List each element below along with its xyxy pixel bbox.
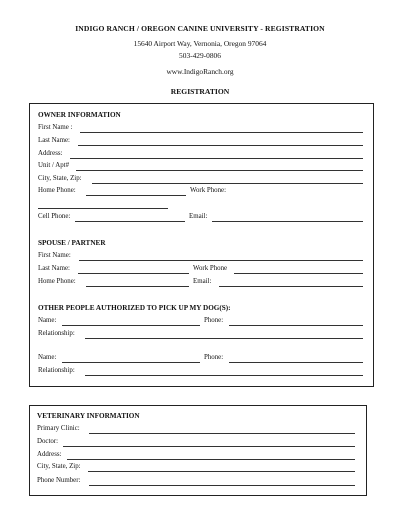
vet-heading: VETERINARY INFORMATION <box>37 412 140 420</box>
vet-address-label: Address: <box>37 451 62 458</box>
owner-unit-field[interactable] <box>76 170 363 171</box>
owner-first-name-label: First Name : <box>38 124 73 131</box>
owner-city-field[interactable] <box>92 183 363 184</box>
owner-email-field[interactable] <box>212 221 363 222</box>
spouse-last-name-label: Last Name: <box>38 265 70 272</box>
owner-email-label: Email: <box>189 213 208 220</box>
pickup-1-name-label: Name: <box>38 317 57 324</box>
pickup-2-name-label: Name: <box>38 354 57 361</box>
vet-phone-label: Phone Number: <box>37 477 81 484</box>
owner-cell-phone-label: Cell Phone: <box>38 213 71 220</box>
spouse-email-field[interactable] <box>219 286 363 287</box>
owner-home-phone-field-continued[interactable] <box>38 208 168 209</box>
pickup-1-phone-field[interactable] <box>229 325 363 326</box>
authorized-pickup-heading: OTHER PEOPLE AUTHORIZED TO PICK UP MY DOG(S): <box>38 304 231 312</box>
vet-doctor-field[interactable] <box>63 446 355 447</box>
owner-home-phone-field[interactable] <box>86 195 186 196</box>
pickup-2-relationship-label: Relationship: <box>38 367 75 374</box>
vet-address-field[interactable] <box>67 459 355 460</box>
spouse-work-phone-label: Work Phone <box>193 265 228 272</box>
owner-work-phone-label: Work Phone: <box>190 187 227 194</box>
spouse-home-phone-label: Home Phone: <box>38 278 76 285</box>
pickup-2-phone-field[interactable] <box>229 362 363 363</box>
spouse-home-phone-field[interactable] <box>86 286 189 287</box>
spouse-first-name-field[interactable] <box>79 260 363 261</box>
ranch-phone: 503-429-0806 <box>179 51 221 60</box>
owner-unit-label: Unit / Apt# <box>38 162 70 169</box>
spouse-last-name-field[interactable] <box>78 273 189 274</box>
spouse-email-label: Email: <box>193 278 212 285</box>
owner-last-name-field[interactable] <box>78 145 363 146</box>
vet-city-field[interactable] <box>88 471 355 472</box>
owner-address-field[interactable] <box>70 158 363 159</box>
vet-city-label: City, State, Zip: <box>37 463 81 470</box>
owner-last-name-label: Last Name: <box>38 137 70 144</box>
ranch-website: www.IndigoRanch.org <box>166 67 234 76</box>
vet-clinic-label: Primary Clinic: <box>37 425 80 432</box>
owner-heading: OWNER INFORMATION <box>38 111 121 119</box>
owner-home-phone-label: Home Phone: <box>38 187 76 194</box>
spouse-first-name-label: First Name: <box>38 252 71 259</box>
owner-cell-phone-field[interactable] <box>75 221 185 222</box>
pickup-1-relationship-field[interactable] <box>85 338 363 339</box>
owner-address-label: Address: <box>38 150 63 157</box>
spouse-heading: SPOUSE / PARTNER <box>38 239 106 247</box>
vet-clinic-field[interactable] <box>89 433 355 434</box>
spouse-work-phone-field[interactable] <box>234 273 363 274</box>
pickup-2-relationship-field[interactable] <box>85 375 363 376</box>
pickup-2-phone-label: Phone: <box>204 354 224 361</box>
owner-first-name-field[interactable] <box>80 132 363 133</box>
ranch-address: 15640 Airport Way, Vernonia, Oregon 97064 <box>133 39 267 48</box>
document-title: INDIGO RANCH / OREGON CANINE UNIVERSITY - REGISTRATION <box>75 24 325 33</box>
pickup-1-phone-label: Phone: <box>204 317 224 324</box>
pickup-1-relationship-label: Relationship: <box>38 330 75 337</box>
form-heading: REGISTRATION <box>170 87 230 96</box>
vet-phone-field[interactable] <box>89 485 355 486</box>
pickup-1-name-field[interactable] <box>62 325 200 326</box>
pickup-2-name-field[interactable] <box>62 362 200 363</box>
owner-city-label: City, State, Zip: <box>38 175 82 182</box>
vet-doctor-label: Doctor: <box>37 438 59 445</box>
